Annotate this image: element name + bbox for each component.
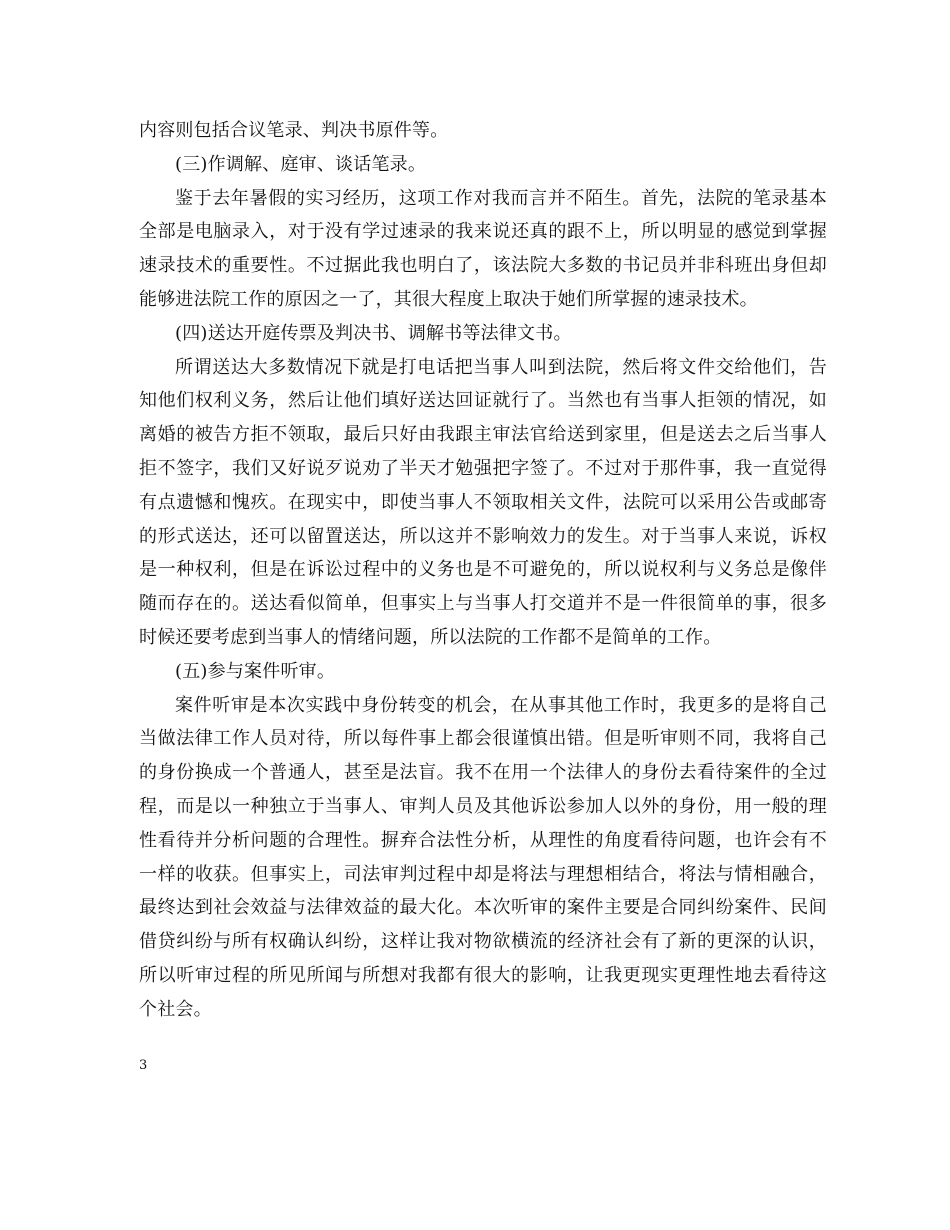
paragraph-transcription: 鉴于去年暑假的实习经历，这项工作对我而言并不陌生。首先，法院的笔录基本全部是电脑录入，对于没有学过速录的我来说还真的跟不上，所以明显的感觉到掌握速录技术的重要性。不过据此我也明白了，该法院大多数的书记员并非科班出身但却能够进法院工作的原因之一了，其很大程度上取决于她们所掌握的速录技术。 <box>139 187 827 310</box>
section-heading-3: (三)作调解、庭审、谈话笔录。 <box>175 153 427 175</box>
section-heading-4: (四)送达开庭传票及判决书、调解书等法律文书。 <box>175 322 572 344</box>
paragraph-continuation: 内容则包括合议笔录、判决书原件等。 <box>139 120 449 141</box>
body-text <box>139 114 827 1027</box>
section-heading-5: (五)参与案件听审。 <box>175 660 336 682</box>
paragraph-hearing: 案件听审是本次实践中身份转变的机会，在从事其他工作时，我更多的是将自己当做法律工作人员对待，所以每件事上都会很谨慎出错。但是听审则不同，我将自己的身份换成一个普通人，甚至是法盲。我不在用一个法律人的身份去看待案件的全过程，而是以一种独立于当事人、审判人员及其他诉讼参加人以外的身份，用一般的理性看待并分析问题的合理性。摒弃合法性分析，从理性的角度看待问题，也许会有不一样的收获。但事实上，司法审判过程中却是将法与理想相结合，将法与情相融合，最终达到社会效益与法律效益的最大化。本次听审的案件主要是合同纠纷案件、民间借贷纠纷与所有权确认纠纷，这样让我对物欲横流的经济社会有了新的更深的认识，所以听审过程的所见所闻与所想对我都有很大的影响，让我更现实更理性地去看待这个社会。 <box>139 694 827 1020</box>
page-number: 3 <box>139 1058 148 1073</box>
paragraph-service: 所谓送达大多数情况下就是打电话把当事人叫到法院，然后将文件交给他们，告知他们权利义务，然后让他们填好送达回证就行了。当然也有当事人拒领的情况，如离婚的被告方拒不领取，最后只好由我跟主审法官给送到家里，但是送去之后当事人拒不签字，我们又好说歹说劝了半天才勉强把字签了。不过对于那件事，我一直觉得有点遗憾和愧疚。在现实中，即使当事人不领取相关文件，法院可以采用公告或邮寄的形式送达，还可以留置送达，所以这并不影响效力的发生。对于当事人来说，诉权是一种权利，但是在诉讼过程中的义务也是不可避免的，所以说权利与义务总是像伴随而存在的。送达看似简单，但事实上与当事人打交道并不是一件很简单的事，很多时候还要考虑到当事人的情绪问题，所以法院的工作都不是简单的工作。 <box>139 356 827 648</box>
